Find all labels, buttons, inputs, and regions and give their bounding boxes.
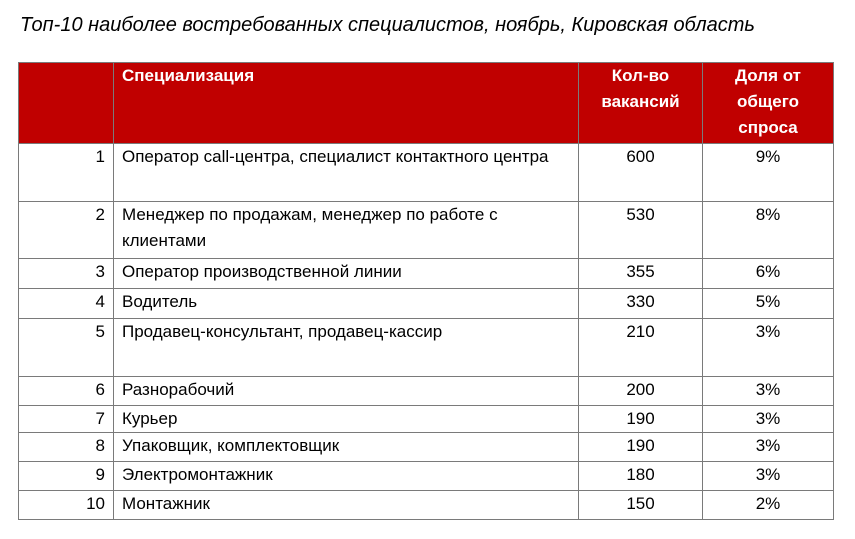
row-vacancies: 210: [579, 319, 703, 377]
row-specialization: Монтажник: [114, 491, 579, 520]
row-specialization: Водитель: [114, 289, 579, 319]
row-share: 2%: [703, 491, 834, 520]
row-specialization: Упаковщик, комплектовщик: [114, 433, 579, 462]
row-vacancies: 600: [579, 144, 703, 202]
row-specialization: Оператор call-центра, специалист контактного центра: [114, 144, 579, 202]
row-share: 8%: [703, 202, 834, 259]
table-row: [19, 377, 834, 406]
row-specialization: Разнорабочий: [114, 377, 579, 406]
row-number: 6: [19, 377, 114, 406]
row-number: 3: [19, 259, 114, 289]
row-share: 9%: [703, 144, 834, 202]
row-number: 10: [19, 491, 114, 520]
specialists-table: [18, 62, 834, 520]
header-vacancies: Кол-во вакансий: [579, 63, 703, 144]
table-row: [19, 144, 834, 202]
row-specialization: Продавец-консультант, продавец-кассир: [114, 319, 579, 377]
table-row: [19, 433, 834, 462]
row-specialization: Менеджер по продажам, менеджер по работе с клиентами: [114, 202, 579, 259]
row-number: 4: [19, 289, 114, 319]
header-specialization: Специализация: [114, 63, 579, 144]
row-vacancies: 200: [579, 377, 703, 406]
table-header-row: [19, 63, 834, 144]
row-number: 5: [19, 319, 114, 377]
row-number: 2: [19, 202, 114, 259]
header-number: [19, 63, 114, 144]
row-vacancies: 150: [579, 491, 703, 520]
page-title: Топ-10 наиболее востребованных специалистов, ноябрь, Кировская область: [20, 14, 755, 36]
row-share: 3%: [703, 433, 834, 462]
row-share: 5%: [703, 289, 834, 319]
table-row: [19, 319, 834, 377]
table-row: [19, 491, 834, 520]
row-vacancies: 190: [579, 406, 703, 433]
row-share: 3%: [703, 406, 834, 433]
row-vacancies: 330: [579, 289, 703, 319]
row-vacancies: 530: [579, 202, 703, 259]
row-vacancies: 190: [579, 433, 703, 462]
row-specialization: Электромонтажник: [114, 462, 579, 491]
table-row: [19, 406, 834, 433]
table-row: [19, 259, 834, 289]
row-vacancies: 355: [579, 259, 703, 289]
row-number: 7: [19, 406, 114, 433]
header-share: Доля от общего спроса: [703, 63, 834, 144]
row-specialization: Курьер: [114, 406, 579, 433]
row-share: 6%: [703, 259, 834, 289]
row-specialization: Оператор производственной линии: [114, 259, 579, 289]
row-vacancies: 180: [579, 462, 703, 491]
table-row: [19, 462, 834, 491]
row-number: 9: [19, 462, 114, 491]
row-number: 1: [19, 144, 114, 202]
row-number: 8: [19, 433, 114, 462]
table-row: [19, 202, 834, 259]
table-row: [19, 289, 834, 319]
row-share: 3%: [703, 462, 834, 491]
row-share: 3%: [703, 377, 834, 406]
row-share: 3%: [703, 319, 834, 377]
